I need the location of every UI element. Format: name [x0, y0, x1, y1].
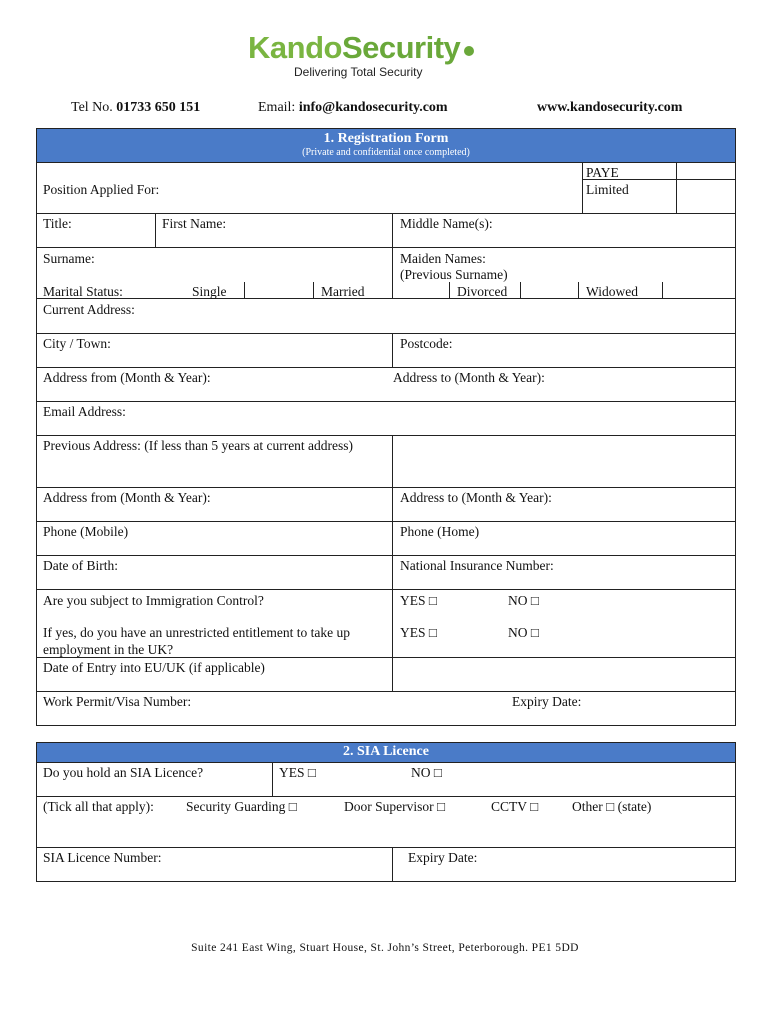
cctv-checkbox[interactable]: CCTV □ [491, 799, 539, 814]
sia-licence-header [37, 743, 735, 762]
current-address-label: Current Address: [43, 302, 135, 317]
phone-home-label: Phone (Home) [400, 524, 480, 539]
entitlement-question: If yes, do you have an unrestricted entitlement to take up employment in the UK? [43, 625, 351, 657]
sia-yes-checkbox[interactable]: YES □ [279, 765, 317, 780]
position-applied-label: Position Applied For: [43, 182, 160, 197]
previous-address-to-label: Address to (Month & Year): [400, 490, 552, 505]
other-checkbox[interactable]: Other □ (state) [572, 799, 652, 814]
section-subtitle: (Private and confidential once completed) [302, 147, 470, 158]
sia-no-checkbox[interactable]: NO □ [411, 765, 443, 780]
ni-number-label: National Insurance Number: [400, 558, 554, 573]
address-to-label: Address to (Month & Year): [393, 370, 545, 385]
logo-dot-icon [464, 46, 474, 56]
marital-single-option[interactable]: Single [192, 284, 227, 299]
section-title: 1. Registration Form [323, 131, 449, 146]
footer-address: Suite 241 East Wing, Stuart House, St. John’s Street, Peterborough. PE1 5DD [191, 942, 579, 954]
sia-licence-question: Do you hold an SIA Licence? [43, 765, 204, 780]
marital-married-option[interactable]: Married [321, 284, 365, 299]
immigration-question: Are you subject to Immigration Control? [43, 593, 264, 608]
tel-label: Tel No. [71, 100, 113, 115]
sia-expiry-label: Expiry Date: [408, 850, 478, 865]
website-link[interactable]: www.kandosecurity.com [537, 100, 683, 115]
phone-mobile-label: Phone (Mobile) [43, 524, 129, 539]
email-label: Email: [258, 100, 296, 115]
marital-widowed-option[interactable]: Widowed [586, 284, 638, 299]
email-address-label: Email Address: [43, 404, 126, 419]
marital-divorced-option[interactable]: Divorced [457, 284, 508, 299]
work-permit-label: Work Permit/Visa Number: [43, 694, 192, 709]
email [258, 100, 448, 116]
visa-expiry-label: Expiry Date: [512, 694, 582, 709]
company-logo [248, 30, 488, 82]
immigration-no-checkbox[interactable]: NO □ [508, 593, 540, 608]
logo-security: Security [341, 30, 461, 65]
logo-wordmark [248, 30, 460, 66]
title-field-label: Title: [43, 216, 72, 231]
paye-option[interactable]: PAYE [586, 165, 619, 180]
previous-surname-label: (Previous Surname) [400, 267, 508, 282]
marital-status-label: Marital Status: [43, 284, 123, 299]
previous-address-label: Previous Address: (If less than 5 years at current address) [43, 438, 354, 453]
first-name-label: First Name: [162, 216, 227, 231]
immigration-yes-checkbox[interactable]: YES □ [400, 593, 438, 608]
entitlement-no-checkbox[interactable]: NO □ [508, 625, 540, 640]
tick-all-label: (Tick all that apply): [43, 799, 154, 814]
registration-form-header [37, 129, 735, 162]
security-guarding-checkbox[interactable]: Security Guarding □ [186, 799, 297, 814]
previous-address-from-label: Address from (Month & Year): [43, 490, 211, 505]
logo-tagline: Delivering Total Security [294, 65, 423, 79]
date-of-entry-label: Date of Entry into EU/UK (if applicable) [43, 660, 265, 675]
date-of-birth-label: Date of Birth: [43, 558, 118, 573]
logo-kando: Kando [248, 30, 342, 65]
postcode-label: Postcode: [400, 336, 453, 351]
maiden-names-label: Maiden Names: [400, 251, 486, 266]
address-from-label: Address from (Month & Year): [43, 370, 211, 385]
email-value[interactable]: info@kandosecurity.com [298, 100, 448, 115]
tel-value: 01733 650 151 [116, 100, 201, 115]
middle-names-label: Middle Name(s): [400, 216, 493, 231]
surname-label: Surname: [43, 251, 95, 266]
door-supervisor-checkbox[interactable]: Door Supervisor □ [344, 799, 446, 814]
limited-option[interactable]: Limited [586, 182, 629, 197]
telephone [71, 100, 200, 116]
city-town-label: City / Town: [43, 336, 111, 351]
sia-licence-number-label: SIA Licence Number: [43, 850, 162, 865]
entitlement-yes-checkbox[interactable]: YES □ [400, 625, 438, 640]
sia-section-title: 2. SIA Licence [343, 744, 429, 759]
